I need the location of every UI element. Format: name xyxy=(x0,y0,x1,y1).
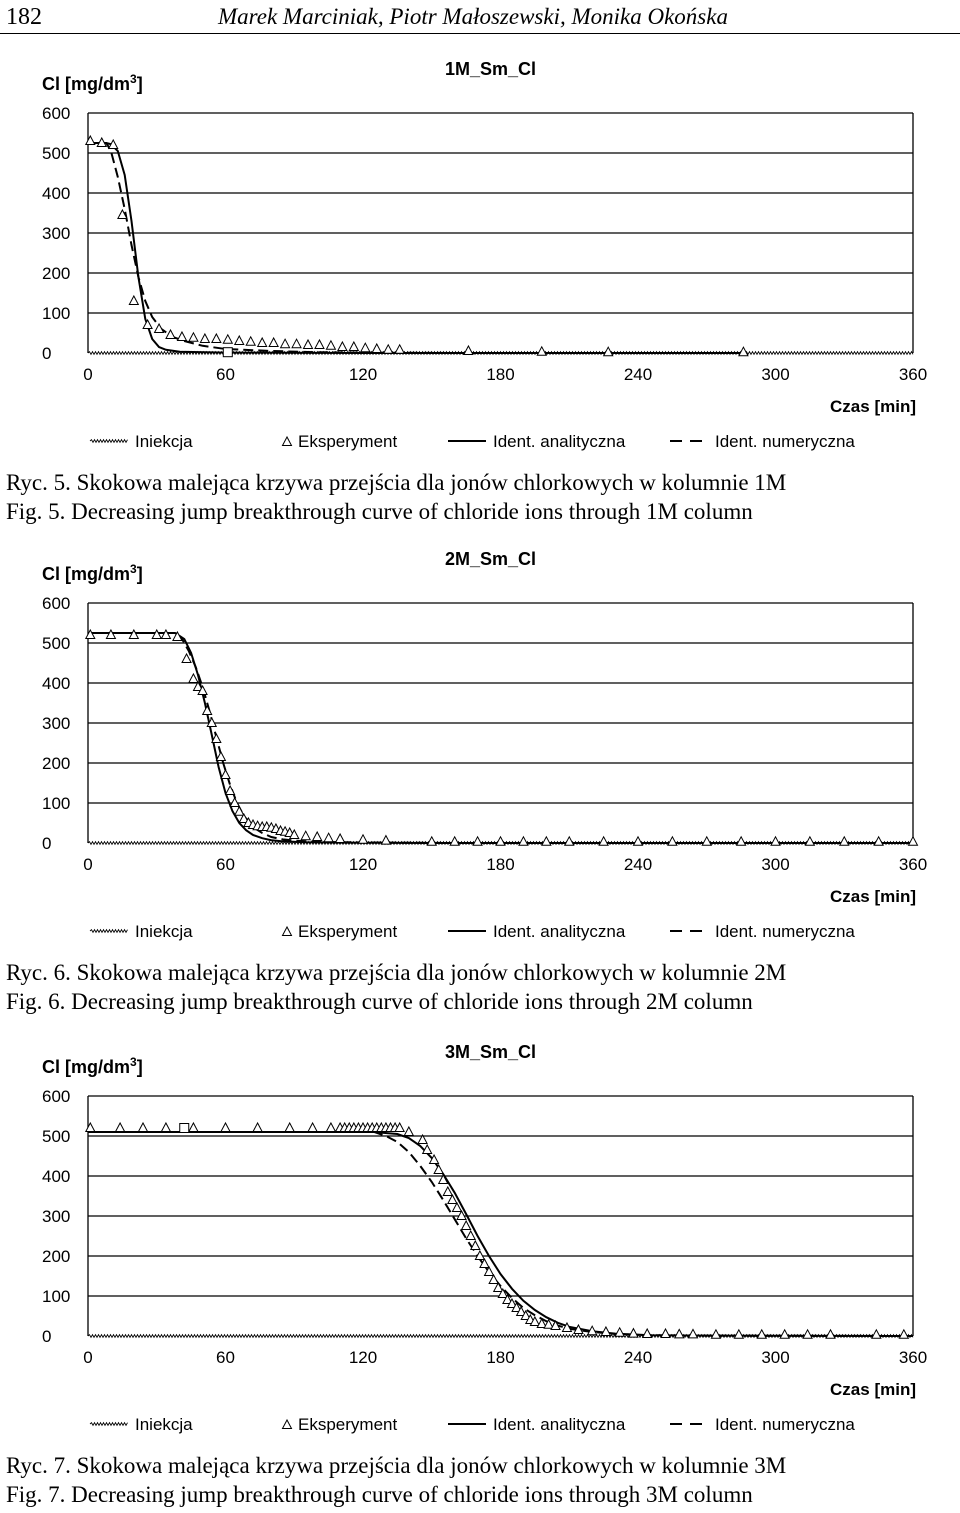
x-tick-label: 300 xyxy=(761,1348,790,1367)
experiment-point xyxy=(615,1328,624,1337)
experiment-point xyxy=(152,630,161,639)
experiment-point xyxy=(246,337,255,346)
x-tick-label: 240 xyxy=(623,855,653,874)
legend-analytical-label: Ident. analityczna xyxy=(493,1415,626,1434)
y-tick-label: 100 xyxy=(42,794,71,813)
page-header xyxy=(0,0,960,34)
legend-injection-label: Iniekcja xyxy=(135,922,193,941)
experiment-point xyxy=(161,630,170,639)
experiment-point xyxy=(464,346,473,355)
x-tick-label: 120 xyxy=(348,855,378,874)
experiment-point xyxy=(462,1221,471,1230)
legend-injection-swatch xyxy=(90,440,128,443)
y-tick-label: 200 xyxy=(42,754,71,773)
legend-analytical-label: Ident. analityczna xyxy=(493,922,626,941)
experiment-point xyxy=(285,1123,294,1132)
y-tick-label: 300 xyxy=(42,714,71,733)
figure-2 xyxy=(0,545,960,1020)
experiment-point xyxy=(269,338,278,347)
experiment-point xyxy=(711,1330,720,1339)
experiment-point xyxy=(349,342,358,351)
experiment-point xyxy=(308,1123,317,1132)
legend-injection-label: Iniekcja xyxy=(135,432,193,451)
experiment-point xyxy=(629,1329,638,1338)
x-tick-label: 300 xyxy=(761,365,790,384)
experiment-point xyxy=(221,770,230,779)
x-tick-label: 240 xyxy=(623,1348,653,1367)
caption-pl: Ryc. 6. Skokowa malejąca krzywa przejścia dla jonów chlorkowych w kolumnie 2M xyxy=(6,960,787,985)
x-tick-label: 60 xyxy=(216,1348,235,1367)
y-tick-label: 100 xyxy=(42,304,71,323)
experiment-point xyxy=(253,1123,262,1132)
y-tick-label: 300 xyxy=(42,224,71,243)
y-tick-label: 0 xyxy=(42,1327,52,1346)
figure-1 xyxy=(0,55,960,530)
experiment-point xyxy=(404,1127,413,1136)
x-tick-label: 180 xyxy=(486,1348,515,1367)
y-tick-label: 500 xyxy=(42,1127,71,1146)
running-head-authors: Marek Marciniak, Piotr Małoszewski, Monika Okońska xyxy=(218,4,728,29)
experiment-point xyxy=(489,1275,498,1284)
y-tick-label: 0 xyxy=(42,344,52,363)
legend-experiment-swatch xyxy=(283,437,292,446)
series-analytical xyxy=(88,633,913,843)
series-analytical xyxy=(88,1132,913,1336)
experiment-point xyxy=(86,1123,95,1132)
experiment-point xyxy=(258,338,267,347)
experiment-point xyxy=(661,1329,670,1338)
x-tick-label: 120 xyxy=(348,365,378,384)
legend-experiment-label: Eksperyment xyxy=(298,1415,398,1434)
experiment-point xyxy=(326,1123,335,1132)
y-tick-label: 0 xyxy=(42,834,52,853)
experiment-point xyxy=(235,336,244,345)
chart-title: 1M_Sm_Cl xyxy=(445,59,537,79)
experiment-point xyxy=(129,630,138,639)
experiment-point xyxy=(840,837,849,846)
experiment-point xyxy=(542,837,551,846)
experiment-point xyxy=(771,837,780,846)
experiment-point xyxy=(216,752,225,761)
y-tick-label: 500 xyxy=(42,634,71,653)
legend-experiment-label: Eksperyment xyxy=(298,432,398,451)
marker-square xyxy=(180,1124,189,1133)
experiment-point xyxy=(471,1241,480,1250)
experiment-point xyxy=(805,837,814,846)
experiment-point xyxy=(872,1330,881,1339)
chart-title: 2M_Sm_Cl xyxy=(445,549,537,569)
experiment-point xyxy=(315,340,324,349)
y-tick-label: 500 xyxy=(42,144,71,163)
experiment-point xyxy=(395,345,404,354)
marker-square xyxy=(223,348,232,357)
x-axis-label: Czas [min] xyxy=(830,397,916,416)
y-tick-label: 400 xyxy=(42,184,71,203)
legend-injection-swatch xyxy=(90,1423,128,1426)
legend-numerical-label: Ident. numeryczna xyxy=(715,432,855,451)
experiment-point xyxy=(139,1123,148,1132)
chart-2M xyxy=(0,545,960,965)
x-tick-label: 60 xyxy=(216,365,235,384)
legend-experiment-swatch xyxy=(283,927,292,936)
y-tick-label: 100 xyxy=(42,1287,71,1306)
caption-en: Fig. 7. Decreasing jump breakthrough curve of chloride ions through 3M column xyxy=(6,1482,753,1507)
experiment-point xyxy=(384,345,393,354)
x-tick-label: 360 xyxy=(898,1348,928,1367)
legend-numerical-label: Ident. numeryczna xyxy=(715,1415,855,1434)
experiment-point xyxy=(643,1329,652,1338)
experiment-point xyxy=(301,831,310,840)
experiment-point xyxy=(668,837,677,846)
experiment-point xyxy=(381,836,390,845)
experiment-point xyxy=(737,837,746,846)
experiment-point xyxy=(129,296,138,305)
y-tick-label: 600 xyxy=(42,594,71,613)
x-tick-label: 180 xyxy=(486,365,515,384)
experiment-point xyxy=(221,1123,230,1132)
experiment-point xyxy=(601,1327,610,1336)
experiment-point xyxy=(372,344,381,353)
chart-title: 3M_Sm_Cl xyxy=(445,1042,537,1062)
experiment-point xyxy=(189,674,198,683)
x-tick-label: 0 xyxy=(83,365,93,384)
experiment-point xyxy=(689,1329,698,1338)
experiment-point xyxy=(143,320,152,329)
legend-injection-swatch xyxy=(90,930,128,933)
x-tick-label: 180 xyxy=(486,855,515,874)
experiment-point xyxy=(634,837,643,846)
series-numerical xyxy=(88,1132,913,1336)
experiment-point xyxy=(281,339,290,348)
series-numerical xyxy=(88,143,741,353)
experiment-point xyxy=(304,340,313,349)
x-tick-label: 0 xyxy=(83,1348,93,1367)
experiment-point xyxy=(230,798,239,807)
page-number: 182 xyxy=(6,4,42,30)
experiment-point xyxy=(336,834,345,843)
x-tick-label: 300 xyxy=(761,855,790,874)
legend-numerical-label: Ident. numeryczna xyxy=(715,922,855,941)
experiment-point xyxy=(780,1330,789,1339)
chart-1M xyxy=(0,55,960,475)
experiment-point xyxy=(494,1283,503,1292)
experiment-point xyxy=(361,343,370,352)
experiment-point xyxy=(599,837,608,846)
experiment-point xyxy=(106,630,115,639)
experiment-point xyxy=(212,334,221,343)
y-tick-label: 400 xyxy=(42,674,71,693)
x-tick-label: 60 xyxy=(216,855,235,874)
experiment-point xyxy=(326,341,335,350)
y-axis-label: Cl $[mg/dm^3]$ xyxy=(42,562,143,584)
experiment-point xyxy=(223,335,232,344)
series-analytical xyxy=(88,143,741,353)
experiment-point xyxy=(899,1330,908,1339)
caption-en: Fig. 5. Decreasing jump breakthrough curve of chloride ions through 1M column xyxy=(6,499,753,524)
experiment-point xyxy=(675,1329,684,1338)
x-tick-label: 0 xyxy=(83,855,93,874)
experiment-point xyxy=(86,136,95,145)
experiment-point xyxy=(292,339,301,348)
experiment-point xyxy=(189,333,198,342)
experiment-point xyxy=(519,837,528,846)
caption-pl: Ryc. 7. Skokowa malejąca krzywa przejścia dla jonów chlorkowych w kolumnie 3M xyxy=(6,1453,787,1478)
experiment-point xyxy=(909,837,918,846)
experiment-point xyxy=(116,1123,125,1132)
x-axis-label: Czas [min] xyxy=(830,1380,916,1399)
y-tick-label: 200 xyxy=(42,264,71,283)
x-tick-label: 120 xyxy=(348,1348,378,1367)
y-tick-label: 600 xyxy=(42,1087,71,1106)
experiment-point xyxy=(359,835,368,844)
experiment-point xyxy=(803,1330,812,1339)
x-tick-label: 360 xyxy=(898,365,928,384)
header-rule xyxy=(0,33,960,34)
y-axis-label: Cl $[mg/dm^3]$ xyxy=(42,1055,143,1077)
y-tick-label: 400 xyxy=(42,1167,71,1186)
experiment-point xyxy=(161,1123,170,1132)
chart-3M xyxy=(0,1038,960,1458)
legend-experiment-swatch xyxy=(283,1420,292,1429)
x-axis-label: Czas [min] xyxy=(830,887,916,906)
experiment-point xyxy=(166,330,175,339)
experiment-point xyxy=(434,1165,443,1174)
experiment-point xyxy=(496,837,505,846)
experiment-point xyxy=(466,1231,475,1240)
experiment-point xyxy=(155,324,164,333)
experiment-point xyxy=(734,1330,743,1339)
experiment-point xyxy=(189,1123,198,1132)
caption-en: Fig. 6. Decreasing jump breakthrough curve of chloride ions through 2M column xyxy=(6,989,753,1014)
experiment-point xyxy=(177,332,186,341)
experiment-point xyxy=(537,347,546,356)
experiment-point xyxy=(450,837,459,846)
legend-injection-label: Iniekcja xyxy=(135,1415,193,1434)
experiment-point xyxy=(313,832,322,841)
y-tick-label: 200 xyxy=(42,1247,71,1266)
experiment-point xyxy=(473,837,482,846)
experiment-point xyxy=(338,342,347,351)
y-axis-label: Cl $[mg/dm^3]$ xyxy=(42,72,143,94)
x-tick-label: 240 xyxy=(623,365,653,384)
figure-3 xyxy=(0,1038,960,1513)
experiment-point xyxy=(200,334,209,343)
legend-analytical-label: Ident. analityczna xyxy=(493,432,626,451)
x-tick-label: 360 xyxy=(898,855,928,874)
experiment-point xyxy=(226,786,235,795)
experiment-point xyxy=(86,630,95,639)
y-tick-label: 600 xyxy=(42,104,71,123)
y-tick-label: 300 xyxy=(42,1207,71,1226)
experiment-point xyxy=(324,833,333,842)
legend-experiment-label: Eksperyment xyxy=(298,922,398,941)
experiment-point xyxy=(826,1330,835,1339)
experiment-point xyxy=(702,837,711,846)
caption-pl: Ryc. 5. Skokowa malejąca krzywa przejścia dla jonów chlorkowych w kolumnie 1M xyxy=(6,470,787,495)
